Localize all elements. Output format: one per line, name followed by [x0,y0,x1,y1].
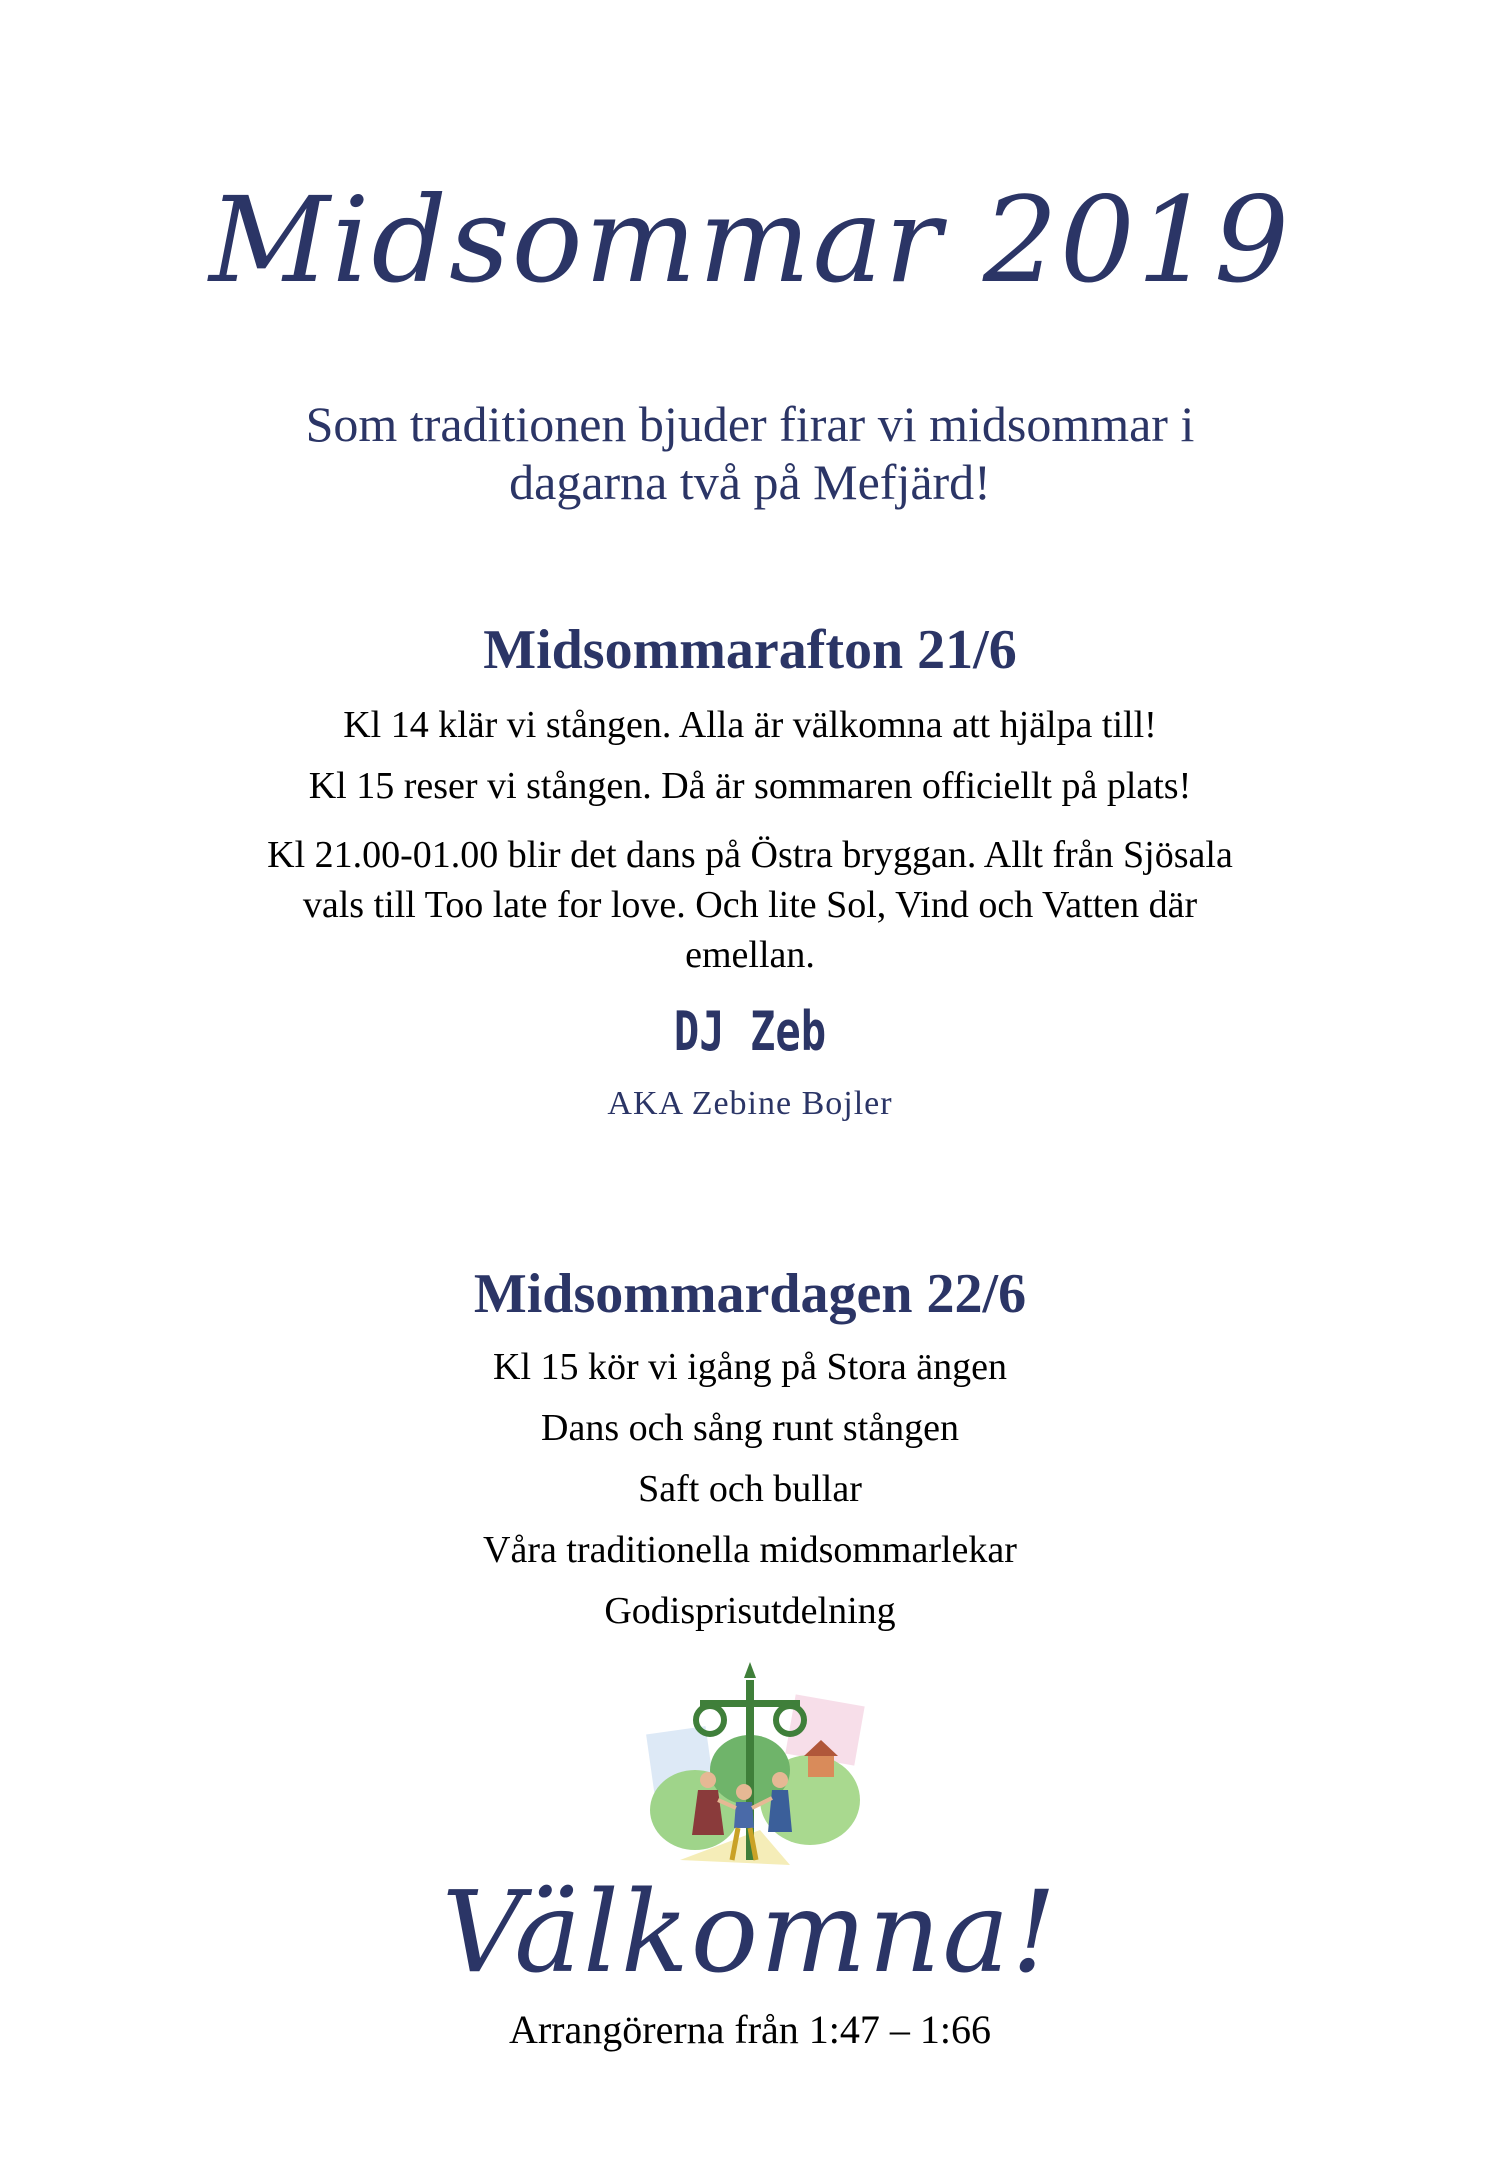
day-item: Kl 15 kör vi igång på Stora ängen [493,1346,1007,1388]
intro-line-2: dagarna två på Mefjärd! [509,454,991,510]
eve-dance-line: vals till Too late for love. Och lite Sol, Vind och Vatten där [302,884,1198,926]
dj-aka: AKA Zebine Bojler [607,1085,893,1122]
eve-dance-line: emellan. [685,934,815,976]
eve-heading: Midsommarafton 21/6 [483,619,1017,681]
eve-item: Kl 15 reser vi stången. Då är sommaren officiellt på plats! [308,765,1192,807]
day-item: Våra traditionella midsommarlekar [483,1529,1017,1571]
intro-line-1: Som traditionen bjuder firar vi midsommar i [305,396,1195,452]
day-heading: Midsommardagen 22/6 [473,1263,1027,1325]
eve-dance-text [0,830,1500,980]
day-item: Godisprisutdelning [604,1590,896,1632]
day-item: Saft och bullar [638,1468,862,1510]
maypole-dance-illustration [640,1660,870,1890]
eve-dance-line: Kl 21.00-01.00 blir det dans på Östra bryggan. Allt från Sjösala [267,834,1233,876]
day-item: Dans och sång runt stången [541,1407,959,1449]
organizers-footer: Arrangörerna från 1:47 – 1:66 [508,2007,992,2052]
page-title: Midsommar 2019 [208,171,1292,309]
welcome-text: Välkomna! [441,1868,1059,1998]
dj-name: DJ Zeb [673,1000,827,1063]
intro-text [0,395,1500,511]
eve-item: Kl 14 klär vi stången. Alla är välkomna att hjälpa till! [343,704,1157,746]
